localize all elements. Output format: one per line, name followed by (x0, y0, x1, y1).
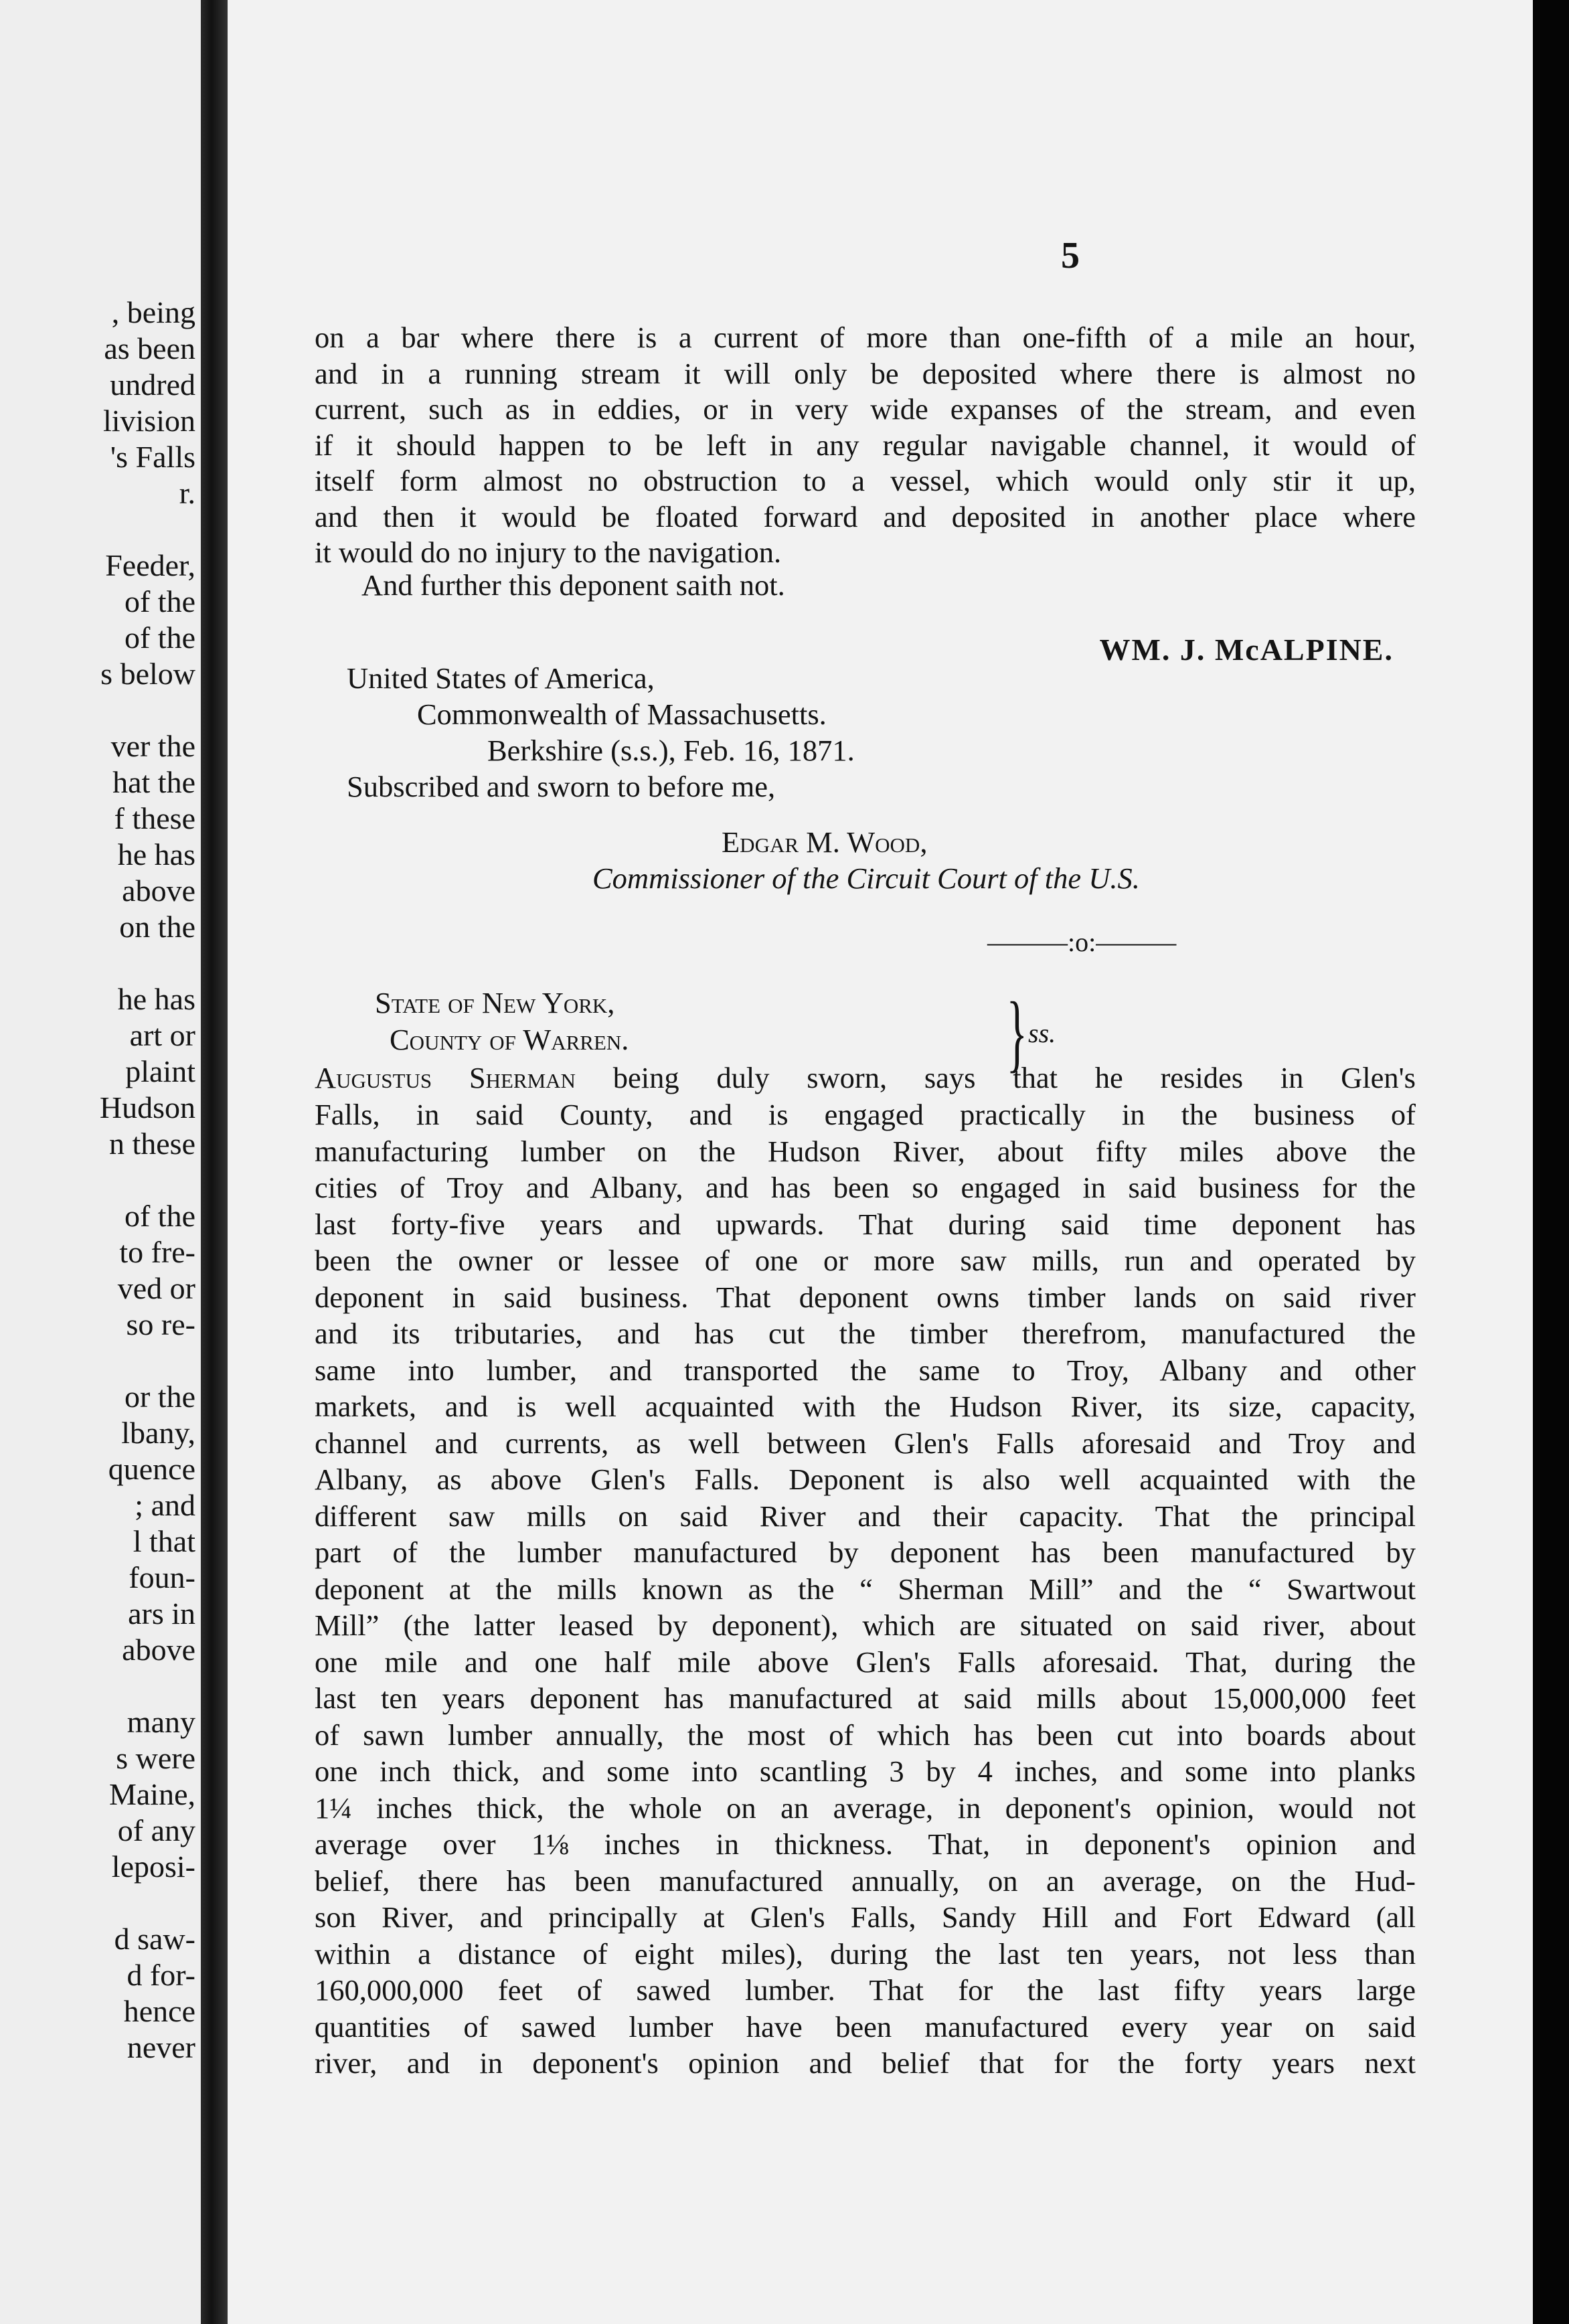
facing-page-line: on the (119, 910, 195, 944)
affidavit-first-line: Augustus Sherman being duly sworn, says that he resides in Glen's (315, 1061, 1416, 1094)
text-line: within a distance of eight miles), during the last ten years, not less than (315, 1936, 1416, 1971)
facing-page-line: art or (129, 1018, 195, 1052)
facing-page-line: foun- (129, 1560, 195, 1594)
page-edge-shadow (1533, 0, 1569, 2324)
facing-page-line: to fre- (119, 1235, 195, 1269)
document-page (228, 0, 1569, 2324)
text-line: channel and currents, as well between Glen's Falls aforesaid and Troy and (315, 1426, 1416, 1460)
venue-county: County of Warren. (390, 1023, 629, 1056)
facing-page-line: never (127, 2030, 195, 2064)
facing-page-line: ved or (117, 1271, 195, 1305)
text-line: part of the lumber manufactured by deponent has been manufactured by (315, 1536, 1416, 1569)
facing-page-line: so re- (126, 1307, 195, 1341)
facing-page-fragment (0, 0, 201, 2324)
text-line: average over 1⅛ inches in thickness. That, in deponent's opinion and (315, 1827, 1416, 1861)
facing-page-line: ars in (128, 1596, 195, 1631)
text-line: current, such as in eddies, or in very wide expanses of the stream, and even (315, 392, 1416, 426)
text-line: last ten years deponent has manufactured at said mills about 15,000,000 feet (315, 1681, 1416, 1715)
facing-page-line: above (122, 1633, 195, 1667)
facing-page-line: , being (111, 295, 195, 329)
jurat-line-1: United States of America, (347, 661, 655, 695)
text-line: if it should happen to be left in any regular navigable channel, it would of (315, 428, 1416, 462)
text-line: on a bar where there is a current of more than one-fifth of a mile an hour, (315, 321, 1416, 354)
text-line: of sawn lumber annually, the most of which has been cut into boards about (315, 1718, 1416, 1752)
commissioner-name: Edgar M. Wood, (722, 825, 928, 859)
text-line: Falls, in said County, and is engaged practically in the business of (315, 1098, 1416, 1131)
facing-page-line: Hudson (99, 1090, 195, 1125)
closing-statement: And further this deponent saith not. (361, 568, 785, 602)
section-divider: ———:o:——— (987, 927, 1177, 957)
facing-page-line: undred (110, 367, 195, 402)
facing-page-line: ; and (135, 1488, 195, 1522)
venue-ss: ss. (1028, 1018, 1056, 1048)
text-line: markets, and is well acquainted with the Hudson River, its size, capacity, (315, 1390, 1416, 1423)
text-line: deponent at the mills known as the “ Sherman Mill” and the “ Swartwout (315, 1572, 1416, 1606)
text-line: 160,000,000 feet of sawed lumber. That for the last fifty years large (315, 1973, 1416, 2007)
text-line: manufacturing lumber on the Hudson River, about fifty miles above the (315, 1134, 1416, 1168)
facing-page-line: Feeder, (105, 548, 195, 582)
text-line: been the owner or lessee of one or more saw mills, run and operated by (315, 1244, 1416, 1277)
page-number: 5 (1061, 235, 1080, 276)
facing-page-line: r. (179, 476, 195, 510)
facing-page-line: plaint (125, 1054, 195, 1088)
commissioner-title: Commissioner of the Circuit Court of the U.S. (592, 861, 1140, 895)
text-line: different saw mills on said River and their capacity. That the principal (315, 1499, 1416, 1533)
facing-page-line: n these (108, 1127, 195, 1161)
venue-state: State of New York, (375, 986, 615, 1019)
binding-gutter (201, 0, 228, 2324)
facing-page-line: many (127, 1705, 195, 1739)
signature-mcalpine: WM. J. McALPINE. (1099, 633, 1394, 667)
text-line: same into lumber, and transported the same to Troy, Albany and other (315, 1353, 1416, 1387)
facing-page-line: d saw- (114, 1922, 195, 1956)
facing-page-line: above (122, 874, 195, 908)
facing-page-line: f these (114, 801, 195, 835)
jurat-line-3: Berkshire (s.s.), Feb. 16, 1871. (487, 734, 855, 767)
facing-page-line: ver the (110, 729, 195, 763)
facing-page-line: hence (123, 1994, 195, 2028)
facing-page-line: s were (116, 1741, 195, 1775)
jurat-line-4: Subscribed and sworn to before me, (347, 770, 776, 803)
facing-page-line: of the (124, 1199, 195, 1233)
text-line: belief, there has been manufactured annually, on an average, on the Hud- (315, 1863, 1416, 1898)
facing-page-line: of the (124, 584, 195, 618)
facing-page-line: leposi- (111, 1849, 195, 1884)
facing-page-line: hat the (112, 765, 195, 799)
facing-page-line: livision (102, 404, 195, 438)
text-line: quantities of sawed lumber have been manufactured every year on said (315, 2009, 1416, 2044)
text-line: one inch thick, and some into scantling 3 by 4 inches, and some into planks (315, 1754, 1416, 1788)
text-line: Mill” (the latter leased by deponent), which are situated on said river, about (315, 1608, 1416, 1642)
facing-page-line: he has (117, 837, 195, 872)
jurat-line-2: Commonwealth of Massachusetts. (417, 697, 827, 731)
deponent-name: Augustus Sherman (315, 1061, 576, 1094)
facing-page-line: lbany, (121, 1416, 195, 1450)
facing-page-line: s below (100, 657, 195, 691)
text-line: one mile and one half mile above Glen's Falls aforesaid. That, during the (315, 1645, 1416, 1679)
facing-page-line: he has (117, 982, 195, 1016)
facing-page-line: d for- (127, 1958, 195, 1992)
text-line: and then it would be floated forward and deposited in another place where (315, 499, 1416, 533)
text-line: son River, and principally at Glen's Falls, Sandy Hill and Fort Edward (all (315, 1900, 1416, 1934)
facing-page-line: or the (124, 1380, 195, 1414)
text-line: cities of Troy and Albany, and has been so engaged in said business for the (315, 1171, 1416, 1204)
text-line: itself form almost no obstruction to a vessel, which would only stir it up, (315, 464, 1416, 497)
text-line: Albany, as above Glen's Falls. Deponent is also well acquainted with the (315, 1463, 1416, 1496)
text-line: and its tributaries, and has cut the timber therefrom, manufactured the (315, 1317, 1416, 1350)
text-line: deponent in said business. That deponent owns timber lands on said river (315, 1280, 1416, 1314)
text-line: it would do no injury to the navigation. (315, 535, 782, 569)
text-line: river, and in deponent's opinion and belief that for the forty years next (315, 2046, 1416, 2080)
text-line: 1¼ inches thick, the whole on an average, in deponent's opinion, would not (315, 1791, 1416, 1825)
facing-page-line: quence (108, 1452, 195, 1486)
facing-page-line: l that (133, 1524, 195, 1558)
facing-page-line: of any (117, 1813, 195, 1847)
text-line: last forty-five years and upwards. That during said time deponent has (315, 1207, 1416, 1241)
facing-page-line: as been (104, 331, 195, 365)
venue-brace: } (1006, 985, 1027, 1081)
facing-page-line: 's Falls (110, 440, 195, 474)
text-line: and in a running stream it will only be deposited where there is almost no (315, 356, 1416, 390)
facing-page-line: of the (124, 620, 195, 655)
facing-page-line: Maine, (108, 1777, 195, 1811)
